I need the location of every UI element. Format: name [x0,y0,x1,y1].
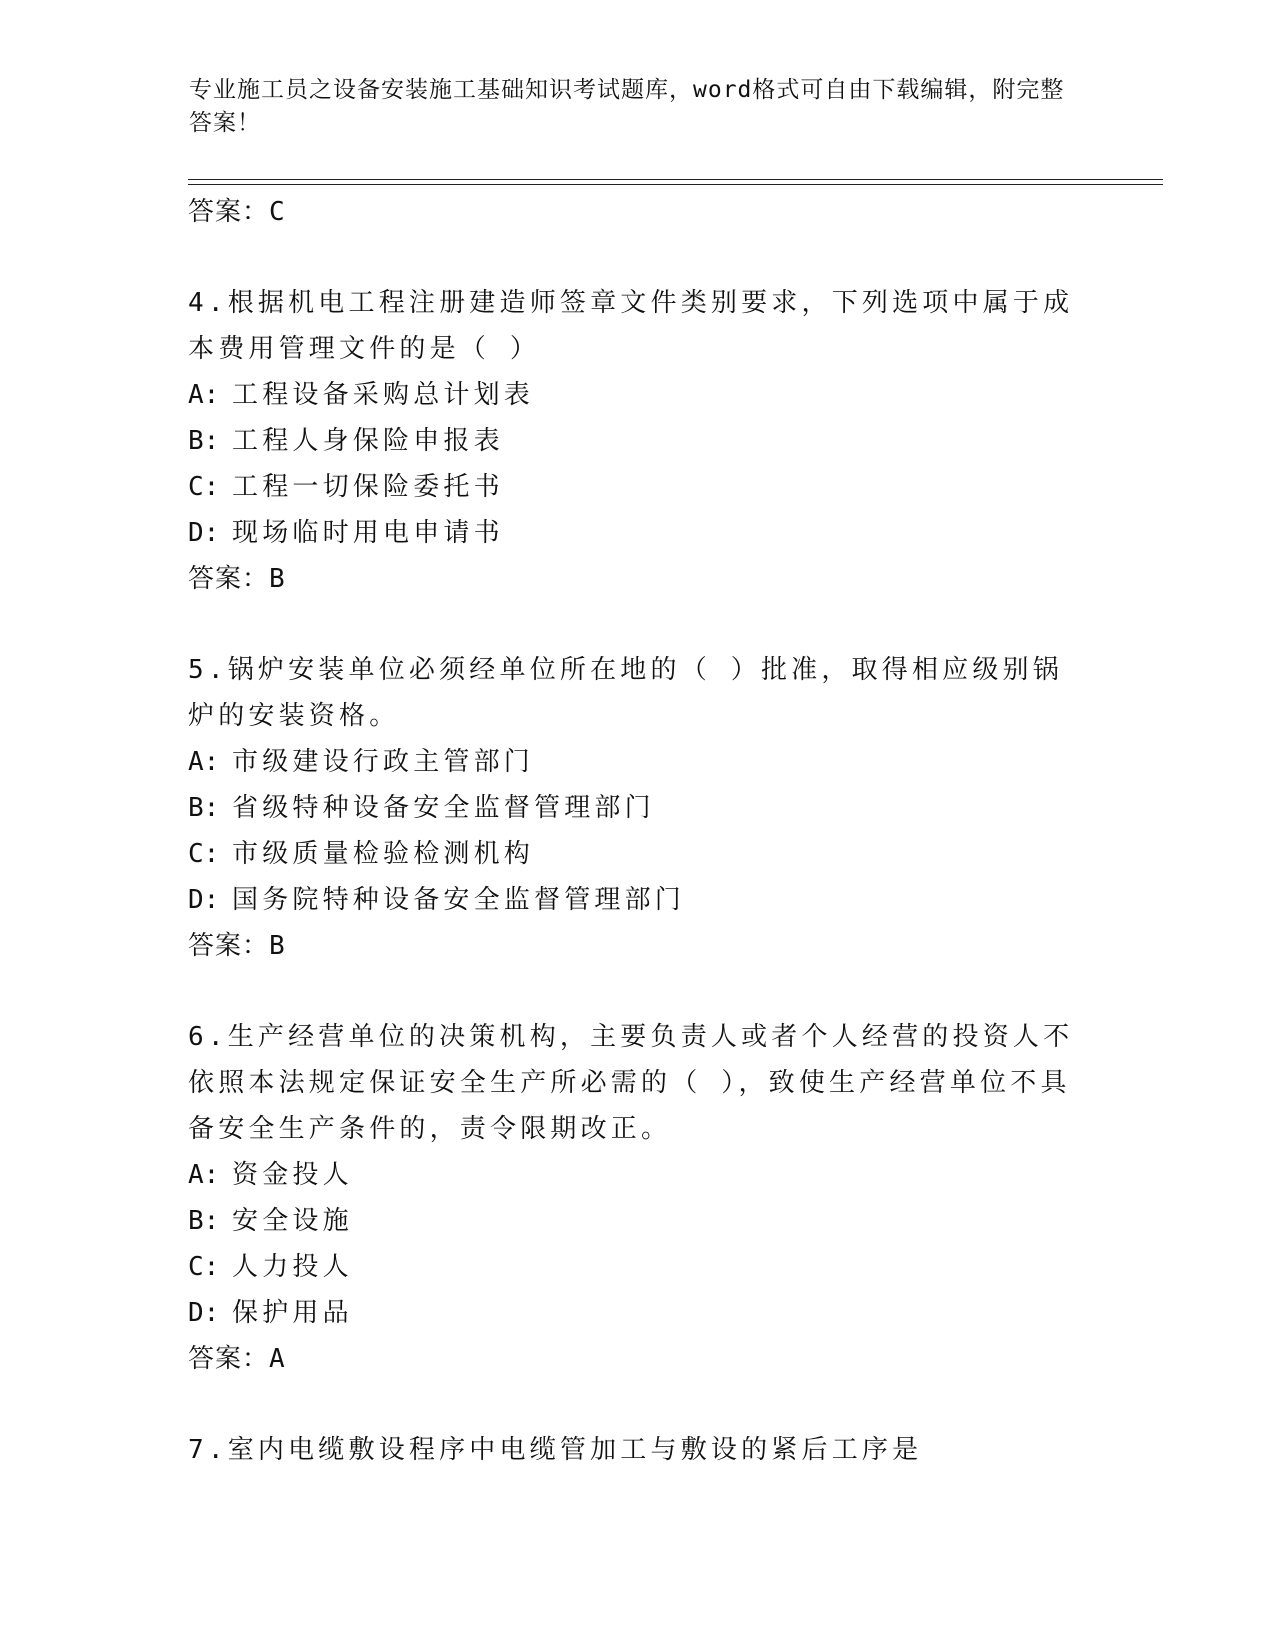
option-text: 安全设施 [232,1206,353,1236]
block-spacer [188,969,1088,1014]
question-text: 7.室内电缆敷设程序中电缆管加工与敷设的紧后工序是 [188,1435,923,1465]
answer-line [188,1336,1088,1382]
header-rule-top [188,179,1163,180]
option-line [188,877,1088,923]
option-line [188,1198,1088,1244]
answer-label: 答案： [188,931,270,961]
question-list [188,189,1088,1473]
option-text: 人力投人 [232,1252,353,1282]
option-text: 国务院特种设备安全监督管理部门 [232,885,686,915]
option-line [188,372,1088,418]
answer-value: B [269,564,286,594]
answer-line [188,189,1088,235]
option-letter: D: [188,885,220,915]
option-line [188,464,1088,510]
option-text: 市级质量检验检测机构 [232,839,535,869]
option-line [188,739,1088,785]
answer-line [188,923,1088,969]
option-letter: C: [188,1252,220,1282]
option-text: 资金投人 [232,1160,353,1190]
option-letter: D: [188,1298,220,1328]
option-letter: B: [188,1206,220,1236]
option-line [188,831,1088,877]
option-letter: A: [188,380,220,410]
answer-value: C [269,197,286,227]
option-letter: C: [188,839,220,869]
option-letter: A: [188,747,220,777]
question-text: 4.根据机电工程注册建造师签章文件类别要求，下列选项中属于成本费用管理文件的是（ ） [188,288,1074,364]
answer-value: A [269,1344,286,1374]
header-rule-bottom [188,184,1163,185]
header-title: 专业施工员之设备安装施工基础知识考试题库，word格式可自由下载编辑，附完整答案！ [189,77,1065,136]
option-letter: D: [188,518,220,548]
answer-label: 答案： [188,1344,270,1374]
answer-line [188,556,1088,602]
option-text: 现场临时用电申请书 [232,518,504,548]
page-header [189,74,1069,140]
answer-label: 答案： [188,564,270,594]
option-line [188,418,1088,464]
option-letter: B: [188,793,220,823]
option-letter: C: [188,472,220,502]
option-text: 工程设备采购总计划表 [232,380,535,410]
option-line [188,510,1088,556]
option-letter: A: [188,1160,220,1190]
option-text: 工程人身保险申报表 [232,426,504,456]
option-text: 工程一切保险委托书 [232,472,504,502]
question-text: 6.生产经营单位的决策机构，主要负责人或者个人经营的投资人不依照本法规定保证安全生产所必需的（ ），致使生产经营单位不具备安全生产条件的，责令限期改正。 [188,1022,1074,1144]
option-line [188,1152,1088,1198]
block-spacer [188,602,1088,647]
answer-label: 答案： [188,197,270,227]
question-text: 5.锅炉安装单位必须经单位所在地的（ ）批准，取得相应级别锅炉的安装资格。 [188,655,1063,731]
option-text: 市级建设行政主管部门 [232,747,535,777]
option-text: 省级特种设备安全监督管理部门 [232,793,655,823]
option-letter: B: [188,426,220,456]
block-spacer [188,1382,1088,1427]
answer-value: B [269,931,286,961]
option-line [188,1244,1088,1290]
option-line [188,1290,1088,1336]
option-line [188,785,1088,831]
option-text: 保护用品 [232,1298,353,1328]
block-spacer [188,235,1088,280]
